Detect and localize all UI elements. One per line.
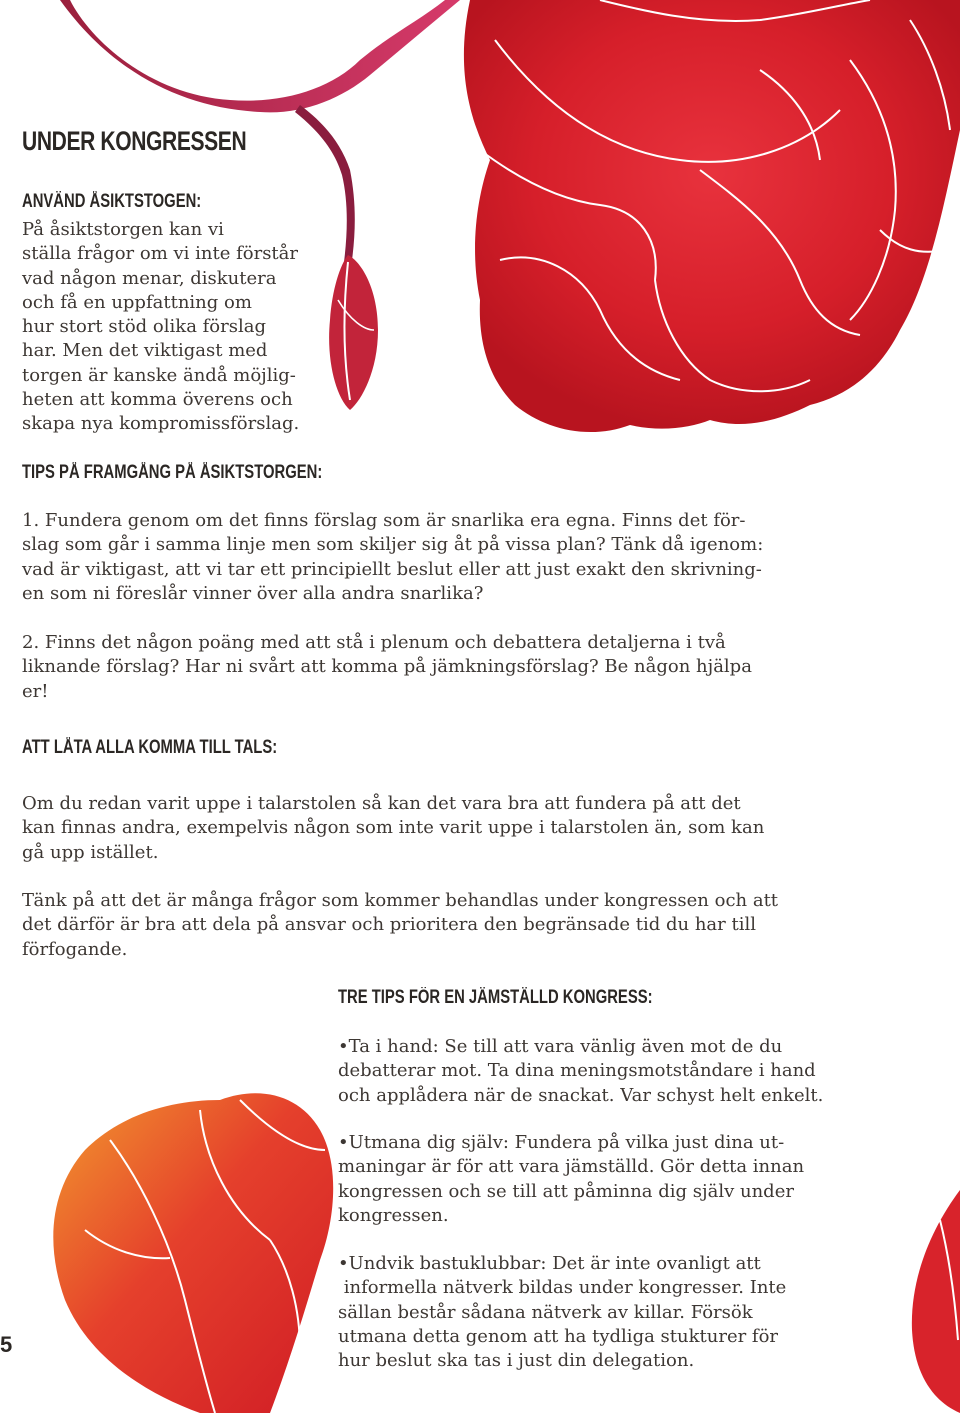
- text-line: Tänk på att det är många frågor som kommer behandlas under kongressen och att: [22, 890, 779, 911]
- text-line: det därför är bra att dela på ansvar och prioritera den begränsade tid du har till: [22, 914, 756, 936]
- tip-1-paragraph: [22, 509, 942, 606]
- section-heading-tals: ATT LÅTA ALLA KOMMA TILL TALS:: [22, 737, 278, 758]
- text-line: liknande förslag? Har ni svårt att komma på jämkningsförslag? Be någon hjälpa: [22, 656, 752, 678]
- page-number: 5: [0, 1332, 13, 1357]
- tals-paragraph-2: [22, 889, 942, 962]
- text-line: sällan består sådana nätverk av killar. Försök: [338, 1301, 753, 1323]
- text-line: kongressen.: [338, 1204, 449, 1226]
- section-heading-tips: TIPS PÅ FRAMGÅNG PÅ ÅSIKTSTORGEN:: [22, 462, 323, 483]
- red-rose-illustration: [464, 0, 960, 432]
- jamstalld-tip-1: [338, 1035, 898, 1108]
- text-line: och applådera när de snackat. Var schyst helt enkelt.: [338, 1084, 824, 1106]
- text-line: 1. Fundera genom om det finns förslag som är snarlika era egna. Finns det för-: [22, 510, 746, 531]
- text-line: kongressen och se till att påminna dig själv under: [338, 1180, 794, 1202]
- text-line: debatterar mot. Ta dina meningsmotståndare i hand: [338, 1060, 816, 1082]
- text-line: skapa nya kompromissförslag.: [22, 413, 300, 435]
- text-line: kan finnas andra, exempelvis någon som inte varit uppe i talarstolen än, som kan: [22, 817, 765, 839]
- tals-paragraph-1: [22, 792, 942, 865]
- text-line: en som ni föreslår vinner över alla andra snarlika?: [22, 582, 484, 604]
- text-line: vad är viktigast, att vi tar ett principiellt beslut eller att just exakt den skrivning-: [22, 558, 762, 580]
- text-line: heten att komma överens och: [22, 389, 293, 411]
- text-line: slag som går i samma linje men som skiljer sig åt på vissa plan? Tänk då igenom:: [22, 534, 764, 556]
- page-title: UNDER KONGRESSEN: [22, 126, 247, 156]
- tip-2-paragraph: [22, 631, 942, 704]
- text-line: hur stort stöd olika förslag: [22, 316, 266, 338]
- text-line: •Ta i hand: Se till att vara vänlig även mot de du: [338, 1036, 783, 1057]
- text-line: hur beslut ska tas i just din delegation.: [338, 1350, 695, 1372]
- text-line: Om du redan varit uppe i talarstolen så kan det vara bra att fundera på att det: [22, 793, 741, 814]
- text-line: •Undvik bastuklubbar: Det är inte ovanligt att: [338, 1253, 761, 1274]
- text-line: På åsiktstorgen kan vi: [22, 219, 224, 240]
- text-line: förfogande.: [22, 938, 128, 960]
- jamstalld-tip-3: [338, 1252, 898, 1373]
- text-line: och få en uppfattning om: [22, 291, 252, 313]
- text-line: gå upp istället.: [22, 841, 159, 863]
- text-line: maningar är för att vara jämställd. Gör detta innan: [338, 1156, 805, 1178]
- text-line: har. Men det viktigast med: [22, 340, 268, 362]
- text-line: torgen är kanske ändå möjlig-: [22, 364, 296, 386]
- section-heading-asiktstorg: ANVÄND ÅSIKTSTOGEN:: [22, 191, 202, 212]
- text-line: ställa frågor om vi inte förstår: [22, 243, 298, 265]
- text-line: informella nätverk bildas under kongresser. Inte: [338, 1277, 787, 1299]
- text-line: 2. Finns det någon poäng med att stå i plenum och debattera detaljerna i två: [22, 632, 726, 653]
- text-line: utmana detta genom att ha tydliga stukturer för: [338, 1325, 779, 1347]
- jamstalld-tip-2: [338, 1131, 898, 1228]
- text-line: er!: [22, 680, 49, 702]
- section-heading-jamstalld: TRE TIPS FÖR EN JÄMSTÄLLD KONGRESS:: [338, 987, 653, 1008]
- text-line: vad någon menar, diskutera: [22, 267, 277, 289]
- asiktstorg-paragraph: [22, 218, 362, 437]
- text-line: •Utmana dig själv: Fundera på vilka just dina ut-: [338, 1132, 785, 1153]
- orange-bud-illustration: [53, 1093, 333, 1413]
- petal-corner-illustration: [912, 1190, 960, 1413]
